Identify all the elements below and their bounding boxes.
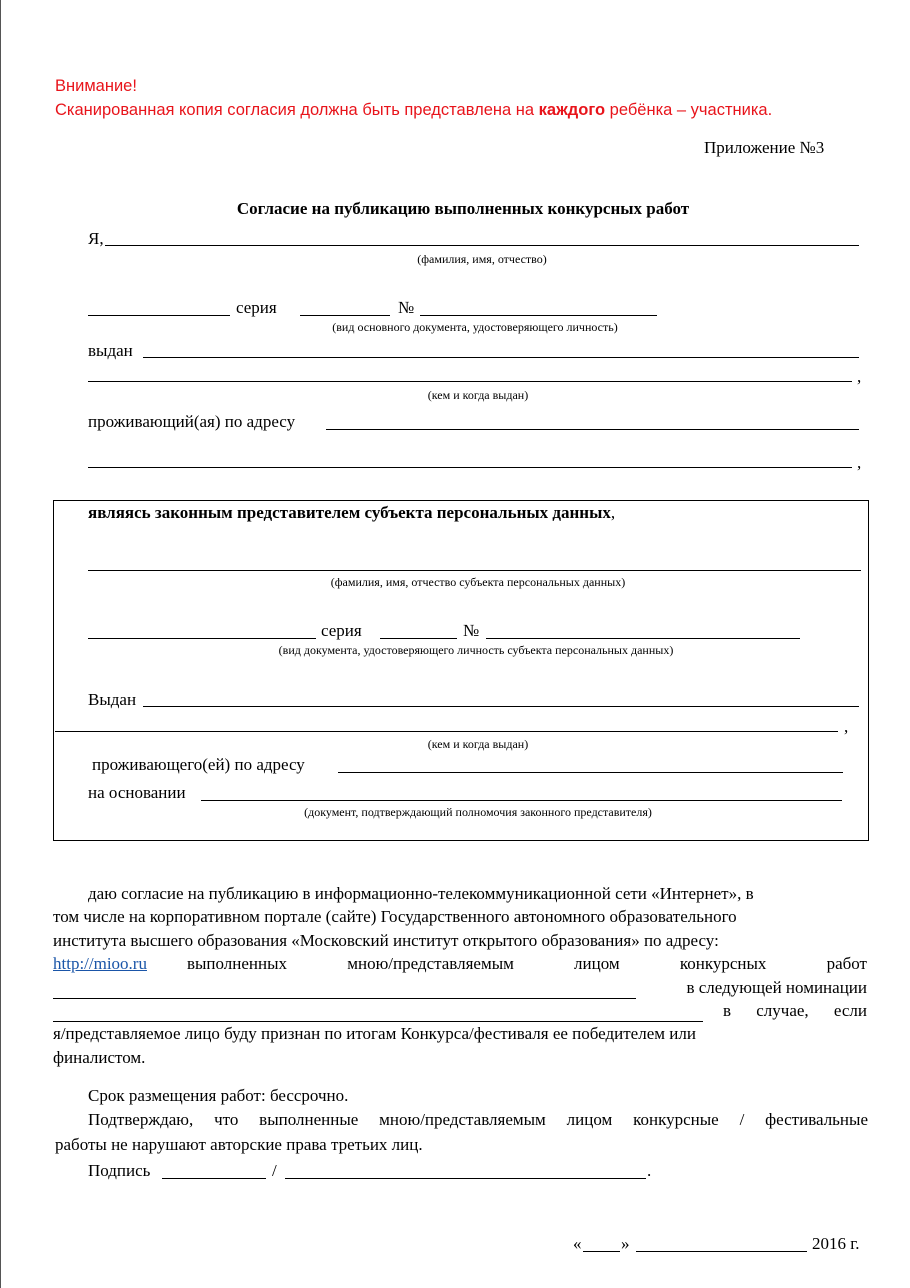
consent-line bbox=[53, 976, 867, 999]
address-line-2[interactable] bbox=[88, 467, 852, 468]
address-comma: , bbox=[857, 453, 862, 472]
consent-text-3: института высшего образования «Московский институт открытого образования» по адресу: bbox=[53, 930, 719, 950]
basis-caption: (документ, подтверждающий полномочия законного представителя) bbox=[304, 805, 652, 819]
signature-name-line[interactable] bbox=[285, 1178, 646, 1179]
nomination-line[interactable] bbox=[53, 1004, 703, 1022]
signature-label: Подпись bbox=[88, 1161, 151, 1180]
consent-line bbox=[53, 952, 867, 975]
confirm-line-1: Подтверждаю, что выполненные мною/представляемым лицом конкурсные / фестивальные bbox=[88, 1110, 868, 1129]
number-line[interactable] bbox=[420, 315, 657, 316]
consent-text-7: я/представляемое лицо буду признан по итогам Конкурса/фестиваля ее победителем или bbox=[53, 1024, 696, 1044]
number-label: № bbox=[398, 298, 415, 317]
subject-doc-caption: (вид документа, удостоверяющего личность субъекта персональных данных) bbox=[278, 643, 674, 657]
issued-caption: (кем и когда выдан) bbox=[427, 388, 529, 402]
consent-text-1: даю согласие на публикацию в информационно-телекоммуникационной сети «Интернет», в bbox=[88, 883, 754, 903]
address-label: проживающий(ая) по адресу bbox=[88, 412, 296, 431]
date-day-line[interactable] bbox=[583, 1251, 620, 1252]
signature-line[interactable] bbox=[162, 1178, 266, 1179]
consent-word: мною/представляемым bbox=[347, 954, 514, 974]
seria-label: серия bbox=[236, 298, 277, 317]
vydan-label: выдан bbox=[88, 341, 133, 360]
warning-title: Внимание! bbox=[55, 77, 137, 95]
subject-number-label: № bbox=[463, 621, 480, 640]
warning-text bbox=[55, 99, 772, 121]
subject-fio-caption: (фамилия, имя, отчество субъекта персональных данных) bbox=[330, 575, 626, 589]
mioo-link[interactable]: http://mioo.ru bbox=[53, 954, 147, 974]
works-line[interactable] bbox=[53, 981, 636, 999]
consent-word: лицом bbox=[574, 954, 620, 974]
consent-word: выполненных bbox=[186, 954, 288, 974]
subject-address-line[interactable] bbox=[338, 772, 843, 773]
document-title: Согласие на публикацию выполненных конкурсных работ bbox=[236, 199, 690, 218]
date-open-quote: « bbox=[573, 1234, 582, 1253]
nomination-text: в следующей номинации bbox=[686, 977, 867, 997]
date-close-quote: » bbox=[621, 1234, 630, 1253]
consent-text-2: том числе на корпоративном портале (сайте) Государственного автономного образовательного bbox=[53, 907, 737, 927]
warning-text-part: Сканированная копия согласия должна быть представлена на bbox=[55, 101, 539, 119]
fio-line[interactable] bbox=[105, 245, 859, 246]
basis-line[interactable] bbox=[201, 800, 842, 801]
date-month-line[interactable] bbox=[636, 1251, 807, 1252]
consent-word: работ bbox=[826, 954, 867, 974]
consent-word: в bbox=[723, 1000, 732, 1020]
subject-issued-line-2[interactable] bbox=[55, 731, 838, 732]
consent-line bbox=[53, 929, 867, 952]
ya-label: Я, bbox=[88, 229, 104, 248]
consent-word: конкурсных bbox=[679, 954, 767, 974]
consent-words bbox=[717, 999, 867, 1022]
date-year: 2016 г. bbox=[812, 1234, 860, 1253]
subject-address-label: проживающего(ей) по адресу bbox=[92, 755, 305, 774]
term-text: Срок размещения работ: бессрочно. bbox=[88, 1086, 349, 1105]
doc-type-line[interactable] bbox=[88, 315, 230, 316]
subject-issued-caption: (кем и когда выдан) bbox=[427, 737, 529, 751]
subject-seria-line[interactable] bbox=[380, 638, 457, 639]
consent-word: если bbox=[833, 1000, 867, 1020]
signature-slash: / bbox=[272, 1161, 277, 1180]
issued-line-2[interactable] bbox=[88, 381, 852, 382]
subject-fio-line[interactable] bbox=[88, 570, 861, 571]
consent-words bbox=[187, 952, 867, 975]
consent-paragraph bbox=[53, 882, 867, 1069]
subject-vydan-label: Выдан bbox=[88, 690, 137, 709]
box-heading-text: являясь законным представителем субъекта персональных данных bbox=[88, 503, 611, 522]
subject-issued-comma: , bbox=[844, 717, 849, 736]
page-edge bbox=[0, 0, 1, 1288]
warning-emphasis: каждого bbox=[538, 101, 606, 119]
issued-line-1[interactable] bbox=[143, 357, 859, 358]
signature-dot: . bbox=[647, 1161, 652, 1180]
subject-number-line[interactable] bbox=[486, 638, 800, 639]
consent-line bbox=[53, 999, 867, 1022]
consent-line bbox=[53, 1046, 867, 1069]
seria-line[interactable] bbox=[300, 315, 390, 316]
address-line-1[interactable] bbox=[326, 429, 859, 430]
fio-caption: (фамилия, имя, отчество) bbox=[417, 252, 547, 266]
subject-issued-line-1[interactable] bbox=[143, 706, 859, 707]
confirm-line-2: работы не нарушают авторские права третьих лиц. bbox=[55, 1135, 423, 1154]
consent-line bbox=[53, 905, 867, 928]
consent-text bbox=[88, 882, 867, 905]
warning-text-part: ребёнка – участника. bbox=[605, 101, 773, 119]
box-heading bbox=[88, 502, 615, 524]
appendix-label: Приложение №3 bbox=[704, 138, 825, 157]
consent-line bbox=[53, 882, 867, 905]
doc-caption: (вид основного документа, удостоверяющего личность) bbox=[332, 320, 618, 334]
box-heading-comma: , bbox=[610, 503, 616, 522]
consent-line bbox=[53, 1022, 867, 1045]
subject-seria-label: серия bbox=[321, 621, 362, 640]
consent-text-8: финалистом. bbox=[53, 1047, 146, 1067]
subject-doc-type-line[interactable] bbox=[88, 638, 316, 639]
basis-label: на основании bbox=[88, 783, 186, 802]
consent-word: случае, bbox=[756, 1000, 809, 1020]
issued-comma: , bbox=[857, 367, 862, 386]
